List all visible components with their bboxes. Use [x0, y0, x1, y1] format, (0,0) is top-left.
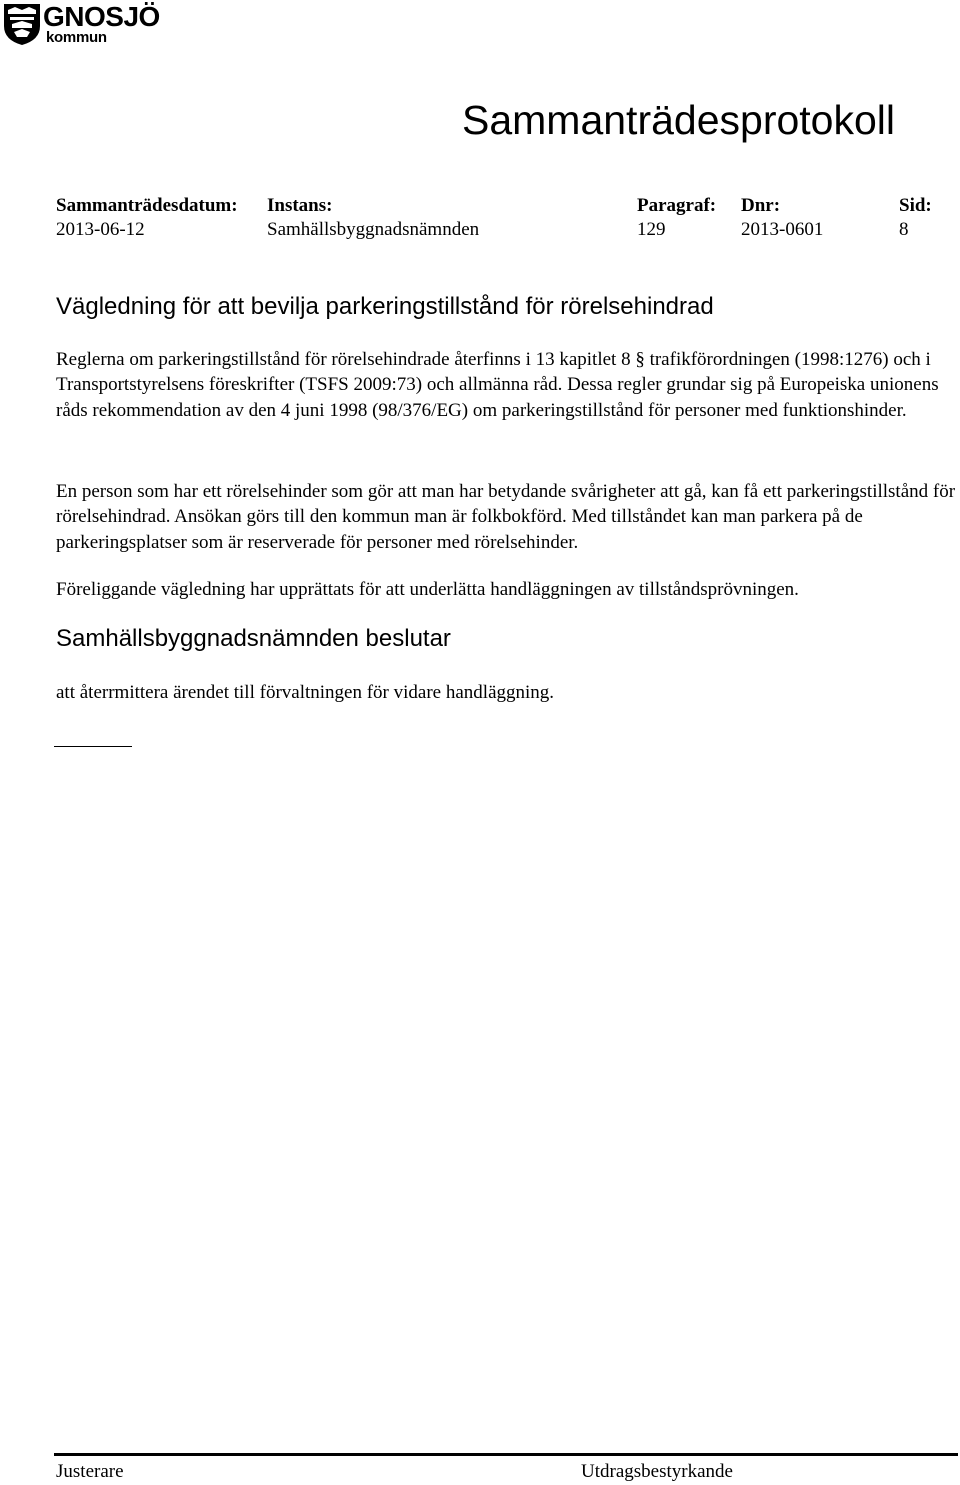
meta-instans-label: Instans: [267, 195, 333, 216]
gnosjo-logo [2, 2, 172, 48]
page-title: Sammanträdesprotokoll [462, 97, 895, 143]
paragraph-eligibility: En person som har ett rörelsehinder som gör att man har betydande svårigheter att gå, kan få ett parkeringstillstånd för rörelsehindrad. Ansökan görs till den kommun man är folkbokförd. Med tillståndet kan man parkera på de parkeringsplatser som är reserverade för personer med rörelsehinder. [56, 481, 956, 553]
meta-sid-value: 8 [899, 219, 909, 240]
paragraph-purpose: Föreliggande vägledning har upprättats för att underlätta handläggningen av tillståndsprövningen. [56, 579, 799, 600]
meta-date-label: Sammanträdesdatum: [56, 195, 238, 216]
meta-date [56, 194, 238, 242]
decision-heading: Samhällsbyggnadsnämnden beslutar [56, 625, 451, 652]
meta-instans [267, 194, 479, 242]
footer-utdragsbestyrkande: Utdragsbestyrkande [581, 1461, 733, 1482]
logo-name: GNOSJÖ [43, 1, 160, 32]
meta-dnr [741, 194, 823, 242]
meta-paragraf-label: Paragraf: [637, 195, 717, 216]
coat-of-arms-icon [2, 2, 42, 46]
meta-sid [899, 194, 932, 242]
meta-instans-value: Samhällsbyggnadsnämnden [267, 219, 480, 240]
section-heading: Vägledning för att bevilja parkeringstillstånd för rörelsehindrad [56, 293, 714, 320]
meta-paragraf [637, 194, 716, 242]
footer-rule [54, 1453, 958, 1456]
logo-subtitle: kommun [46, 29, 107, 46]
paragraph-regulations: Reglerna om parkeringstillstånd för rörelsehindrade återfinns i 13 kapitlet 8 § trafikförordningen (1998:1276) och i Transportstyrelsens föreskrifter (TSFS 2009:73) och allmänna råd. Dessa regler grundar sig på Europeiska unionens råds rekommendation av den 4 juni 1998 (98/376/EG) om parkeringstillstånd för personer med funktionshinder. [56, 349, 939, 421]
meta-dnr-value: 2013-0601 [741, 219, 824, 240]
meta-date-value: 2013-06-12 [56, 219, 145, 240]
decision-text: att återrmittera ärendet till förvaltningen för vidare handläggning. [56, 682, 555, 703]
meta-sid-label: Sid: [899, 195, 932, 216]
end-rule [54, 746, 132, 747]
meta-dnr-label: Dnr: [741, 195, 781, 216]
meta-paragraf-value: 129 [637, 219, 666, 240]
footer-justerare: Justerare [56, 1461, 124, 1482]
